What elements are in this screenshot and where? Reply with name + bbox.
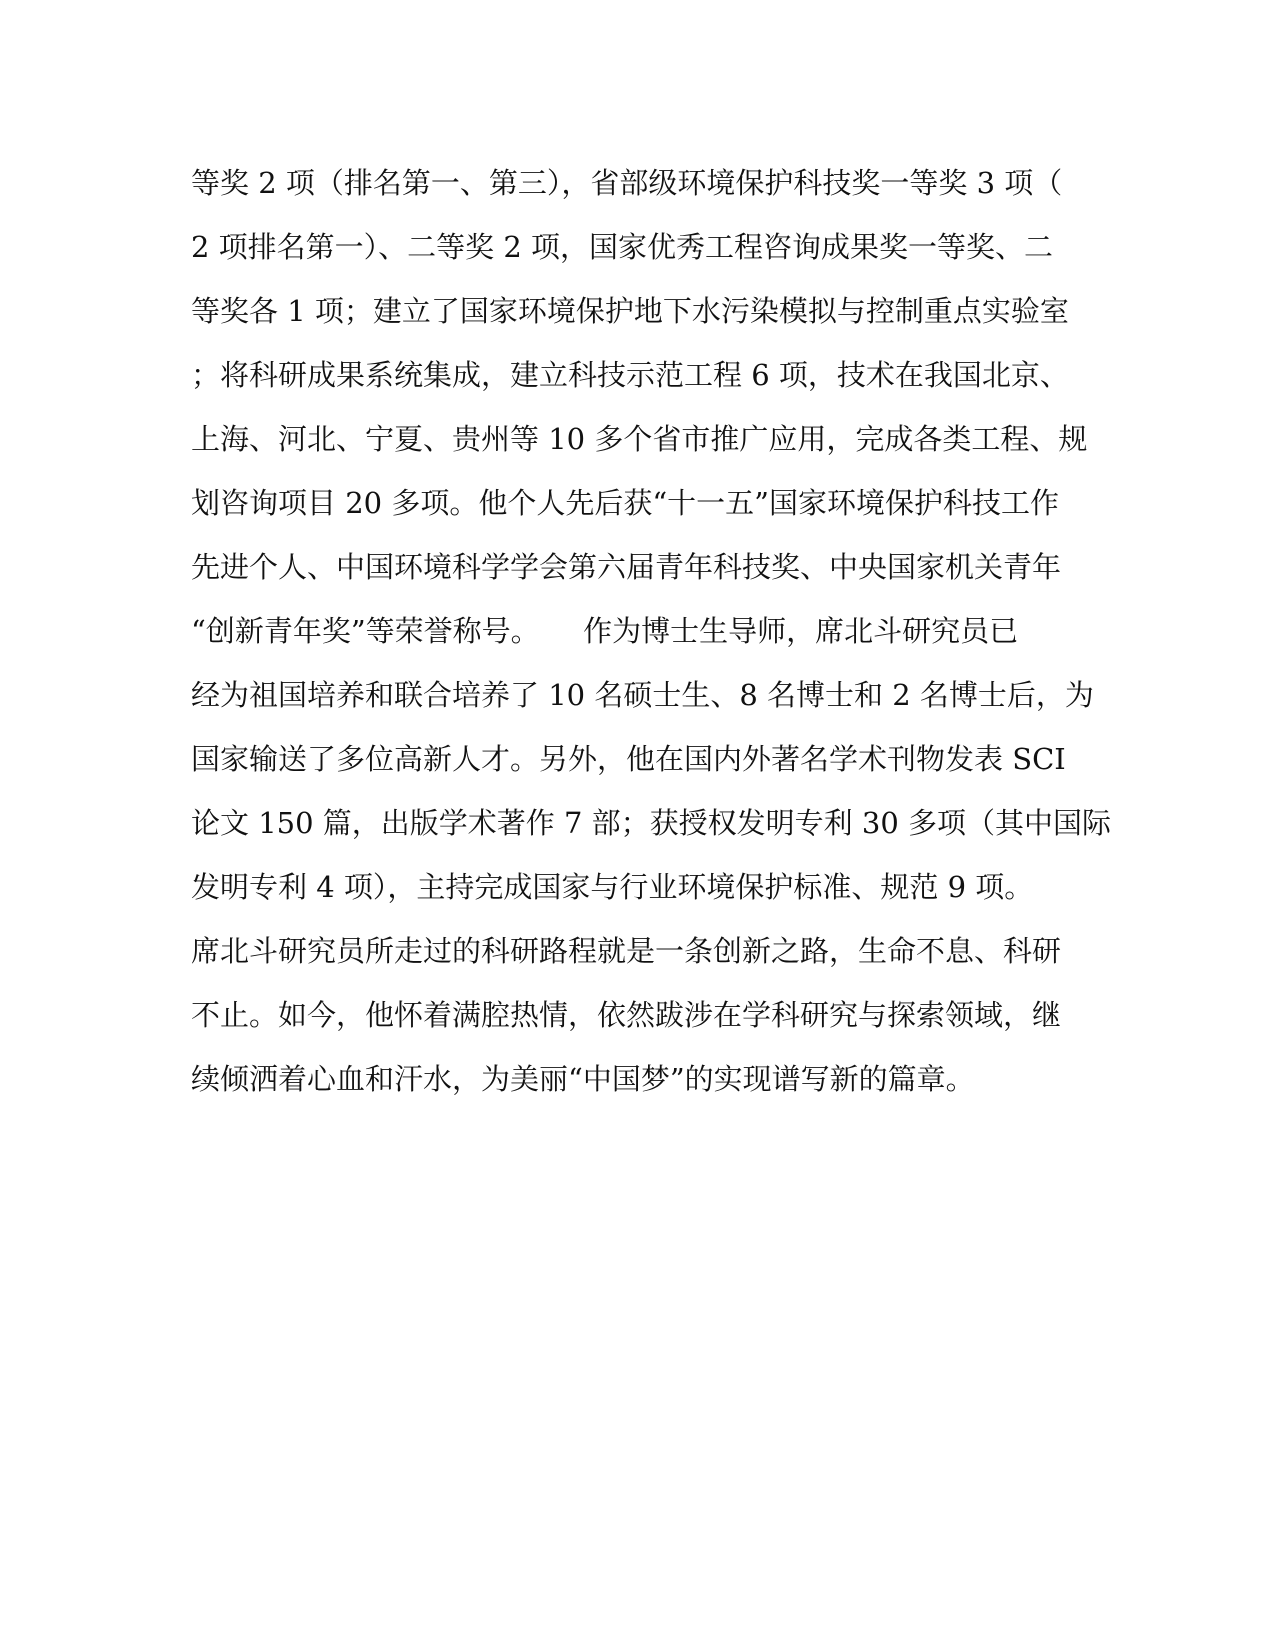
text-line: 划咨询项目 20 多项。他个人先后获“十一五”国家环境保护科技工作: [191, 486, 1059, 520]
text-line: 上海、河北、宁夏、贵州等 10 多个省市推广应用，完成各类工程、规: [191, 422, 1088, 456]
text-line: “创新青年奖”等荣誉称号。 作为博士生导师，席北斗研究员已: [191, 614, 1019, 648]
text-line: 不止。如今，他怀着满腔热情，依然跋涉在学科研究与探索领域，继: [191, 998, 1062, 1032]
text-line: ；将科研成果系统集成，建立科技示范工程 6 项，技术在我国北京、: [191, 358, 1069, 392]
text-line: 等奖各 1 项；建立了国家环境保护地下水污染模拟与控制重点实验室: [191, 294, 1069, 328]
text-line: 先进个人、中国环境科学学会第六届青年科技奖、中央国家机关青年: [191, 550, 1062, 584]
text-line: 席北斗研究员所走过的科研路程就是一条创新之路，生命不息、科研: [191, 934, 1062, 968]
text-line: 发明专利 4 项），主持完成国家与行业环境保护标准、规范 9 项。: [191, 870, 1034, 904]
body-text: [191, 151, 1112, 1111]
text-line: 论文 150 篇，出版学术著作 7 部；获授权发明专利 30 多项（其中国际: [191, 806, 1112, 840]
text-line: 续倾洒着心血和汗水，为美丽“中国梦”的实现谱写新的篇章。: [191, 1062, 975, 1096]
text-line: 2 项排名第一）、二等奖 2 项，国家优秀工程咨询成果奖一等奖、二: [191, 230, 1054, 264]
text-line: 等奖 2 项（排名第一、第三），省部级环境保护科技奖一等奖 3 项（: [191, 166, 1063, 200]
text-line: 国家输送了多位高新人才。另外，他在国内外著名学术刊物发表 SCI: [191, 742, 1066, 776]
text-line: 经为祖国培养和联合培养了 10 名硕士生、8 名博士和 2 名博士后，为: [191, 678, 1094, 712]
